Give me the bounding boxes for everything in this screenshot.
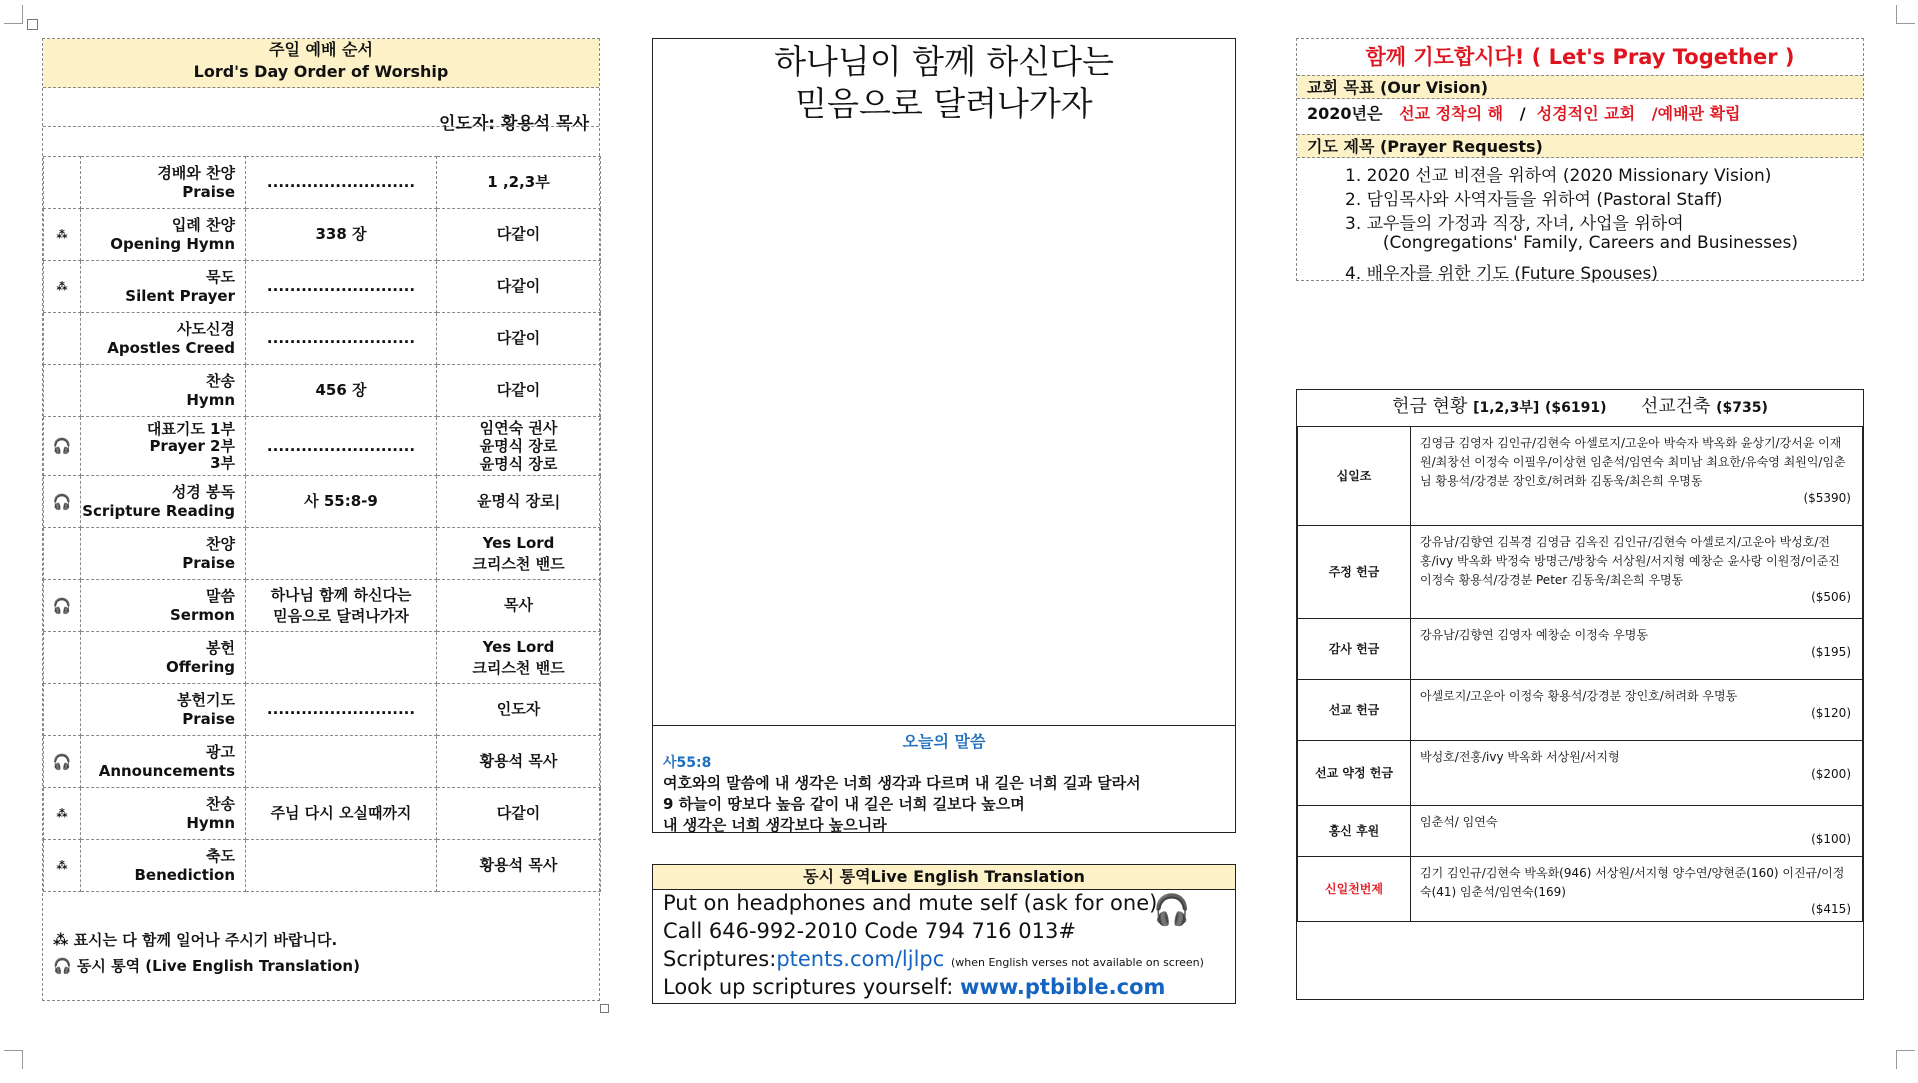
order-item-en: Hymn (186, 813, 235, 832)
offering-table (1297, 426, 1863, 922)
order-person-text: 임연숙 권사 (479, 419, 558, 437)
offering-category: 신일천번제 (1298, 857, 1411, 922)
translation-note (53, 955, 360, 976)
translation-note-label: 동시 통역 (Live English Translation) (76, 957, 360, 975)
verse-heading: 오늘의 말씀 (902, 732, 986, 751)
verse-line: 내 생각은 너희 생각보다 높으니라 (663, 816, 887, 834)
order-row (44, 313, 601, 365)
order-item (81, 632, 246, 684)
offering-detail (1411, 857, 1863, 922)
order-person (437, 157, 601, 209)
offering-detail (1411, 427, 1863, 526)
interpretation-panel (652, 864, 1236, 1004)
icon-cell (44, 528, 81, 580)
offering-names: 임춘석/ 임연숙 (1420, 815, 1498, 829)
page-corner-mark (4, 1050, 23, 1069)
sermon-panel (652, 38, 1236, 833)
vision-item: 선교 정착의 해 (1399, 104, 1504, 123)
offering-panel (1296, 389, 1864, 1000)
offering-amount: ($200) (1811, 767, 1851, 781)
offering-detail (1411, 526, 1863, 619)
table-move-handle[interactable] (27, 19, 38, 30)
icon-cell (44, 365, 81, 417)
offering-row (1298, 741, 1863, 806)
page-corner-mark (1896, 5, 1915, 24)
order-person-text: 다같이 (496, 225, 541, 243)
offering-total: ($6191) (1545, 400, 1607, 416)
verse-line: 여호와의 말씀에 내 생각은 너희 생각과 다르며 내 길은 너희 길과 달라서 (663, 774, 1141, 792)
interpretation-heading: 동시 통역Live English Translation (653, 865, 1235, 890)
order-row (44, 209, 601, 261)
order-person-text: 윤명식 장로 (479, 455, 558, 473)
order-item-ko: 입례 찬양 (171, 215, 235, 234)
order-detail-text: .......................... (266, 700, 416, 718)
order-item-ko: 대표기도 1부 (146, 419, 235, 438)
headphones-icon: 🎧 (44, 417, 81, 476)
offering-amount: ($5390) (1803, 491, 1851, 505)
offering-category: 선교 약정 헌금 (1298, 741, 1411, 806)
order-detail-text: 338 장 (315, 225, 367, 243)
offering-amount: ($506) (1811, 590, 1851, 604)
offering-names: 강유남/김향연 김복경 김영금 김옥진 김인규/김현숙 아셀로지/고운아 박성호/전홍/ivy 박옥화 박정숙 방명근/방창숙 서상원/서지형 예창순 윤사랑 이원정/이준진 이정숙 황용석/강경분 Peter 김동욱/최은희 우명동 (1420, 535, 1840, 587)
order-row (44, 580, 601, 632)
order-row (44, 684, 601, 736)
order-person-text: 황용석 목사 (479, 752, 558, 770)
offering-title: 헌금 현황 (1392, 396, 1468, 417)
order-item (81, 684, 246, 736)
order-item-en: Benediction (134, 865, 235, 884)
order-item-ko: 찬양 (206, 534, 235, 553)
order-person-text: 다같이 (496, 277, 541, 295)
order-person-text: Yes Lord (482, 637, 555, 656)
offering-names: 김영금 김영자 김인규/김현숙 아셀로지/고운아 박숙자 박옥화 윤상기/강서윤 이재원/최창선 이정숙 이필우/이상현 임춘석/임연숙 최미남 최요한/유숙영 최원익/임춘님 황용석/강경분 장인호/허려화 김동욱/최은희 우명동 (1420, 436, 1846, 488)
worship-order-header (43, 39, 599, 88)
interpretation-line1: Put on headphones and mute self (ask for one) (663, 891, 1158, 915)
order-person (437, 261, 601, 313)
offering-amount: ($415) (1811, 902, 1851, 916)
order-item (81, 528, 246, 580)
offering-amount: ($195) (1811, 645, 1851, 659)
order-person-text: 목사 (504, 596, 533, 614)
order-item (81, 580, 246, 632)
order-detail (246, 788, 437, 840)
scriptures-label: Scriptures: (663, 947, 777, 971)
order-row (44, 476, 601, 528)
order-row (44, 417, 601, 476)
order-item (81, 313, 246, 365)
order-detail (246, 580, 437, 632)
order-item (81, 261, 246, 313)
headphones-icon: 🎧 (53, 957, 77, 975)
stand-mark-icon: ⁂ (44, 840, 81, 892)
order-row (44, 528, 601, 580)
table-resize-handle[interactable] (600, 1004, 609, 1013)
offering-category: 주정 헌금 (1298, 526, 1411, 619)
order-item (81, 788, 246, 840)
order-item-en: Sermon (170, 605, 235, 624)
offering-category: 십일조 (1298, 427, 1411, 526)
sermon-title (653, 41, 1235, 125)
offering-category: 감사 헌금 (1298, 619, 1411, 680)
order-item-en: Silent Prayer (125, 286, 235, 305)
stand-mark-icon: ⁂ (44, 261, 81, 313)
order-item-ko: 말씀 (206, 586, 235, 605)
scriptures-link[interactable]: ptents.com/ljlpc (776, 947, 945, 971)
order-row (44, 365, 601, 417)
order-item-en: Scripture Reading (82, 501, 235, 520)
offering-detail (1411, 619, 1863, 680)
offering-detail (1411, 741, 1863, 806)
order-item-extra: 3부 (210, 453, 235, 472)
order-detail (246, 736, 437, 788)
standing-note: ⁂ 표시는 다 함께 일어나 주시기 바랍니다. (53, 931, 338, 949)
offering-detail (1411, 680, 1863, 741)
order-person (437, 684, 601, 736)
icon-cell (44, 632, 81, 684)
worship-order-table (43, 156, 601, 892)
prayer-request: 4. 배우자를 위한 기도 (Future Spouses) (1345, 264, 1658, 284)
ptbible-link[interactable]: www.ptbible.com (960, 975, 1166, 999)
order-detail-text: 456 장 (315, 381, 367, 399)
interpretation-line4 (663, 975, 1165, 999)
prayer-panel (1296, 38, 1864, 284)
divider (43, 126, 599, 127)
offering-detail (1411, 806, 1863, 857)
order-item-ko: 찬송 (206, 371, 235, 390)
page-corner-mark (4, 5, 23, 24)
order-detail (246, 528, 437, 580)
vision-year: 2020년은 (1307, 104, 1383, 123)
icon-cell (44, 157, 81, 209)
order-person (437, 840, 601, 892)
order-detail-text: 주님 다시 오실때까지 (270, 804, 412, 822)
order-detail (246, 313, 437, 365)
order-person-text: 다같이 (496, 381, 541, 399)
order-detail (246, 417, 437, 476)
offering-row (1298, 427, 1863, 526)
order-person (437, 365, 601, 417)
sermon-title-line1: 하나님이 함께 하신다는 (774, 42, 1114, 81)
building-total: ($735) (1716, 400, 1768, 416)
scriptures-note: (when English verses not available on screen) (950, 956, 1204, 969)
order-person (437, 528, 601, 580)
order-item (81, 209, 246, 261)
headphones-icon: 🎧 (44, 476, 81, 528)
order-row (44, 632, 601, 684)
worship-order-title-en: Lord's Day Order of Worship (193, 62, 449, 81)
order-item (81, 736, 246, 788)
order-item-ko: 사도신경 (177, 319, 235, 338)
verse-line: 9 하늘이 땅보다 높음 같이 내 길은 너희 길보다 높으며 (663, 795, 1025, 813)
interpretation-line2: Call 646-992-2010 Code 794 716 013# (663, 919, 1076, 943)
stand-mark-icon: ⁂ (44, 209, 81, 261)
order-item-ko: 찬송 (206, 794, 235, 813)
order-detail-text: .......................... (266, 436, 416, 455)
order-item-ko: 축도 (206, 846, 235, 865)
order-detail-text: .......................... (266, 173, 416, 191)
order-row (44, 261, 601, 313)
order-person (437, 736, 601, 788)
order-item-en: Apostles Creed (107, 338, 235, 357)
order-item (81, 840, 246, 892)
order-detail-text: .......................... (266, 329, 416, 347)
vision-label: 교회 목표 (Our Vision) (1297, 75, 1863, 99)
verse-reference: 사55:8 (663, 755, 712, 771)
order-person-text: 윤명식 장로 (479, 437, 558, 455)
order-person (437, 788, 601, 840)
order-item-en: Praise (182, 709, 235, 728)
vision-separator: / (1519, 104, 1526, 123)
order-person-text: 인도자 (496, 700, 541, 718)
order-item-en: Praise (182, 182, 235, 201)
offering-row (1298, 680, 1863, 741)
order-person (437, 313, 601, 365)
icon-cell (44, 684, 81, 736)
order-detail-text: 믿음으로 달려나가자 (273, 606, 409, 625)
vision-item: /예배관 확립 (1651, 104, 1741, 123)
order-person-text: 윤명식 장로| (476, 492, 561, 510)
order-detail (246, 209, 437, 261)
offering-names: 아셀로지/고운아 이정숙 황용석/강경분 장인호/허려화 우명동 (1420, 689, 1738, 703)
prayer-request: 3. 교우들의 가정과 직장, 자녀, 사업을 위하여 (1345, 214, 1684, 234)
order-item-en: Opening Hymn (110, 234, 235, 253)
offering-row (1298, 857, 1863, 922)
icon-cell (44, 313, 81, 365)
order-item (81, 417, 246, 476)
order-detail (246, 365, 437, 417)
order-detail-text: 사 55:8-9 (304, 492, 378, 510)
prayer-request: 1. 2020 선교 비젼을 위하여 (2020 Missionary Vision) (1345, 166, 1772, 186)
order-row (44, 157, 601, 209)
order-person (437, 580, 601, 632)
order-detail (246, 684, 437, 736)
order-detail (246, 476, 437, 528)
offering-category: 선교 헌금 (1298, 680, 1411, 741)
vision-line (1307, 101, 1741, 124)
order-person (437, 632, 601, 684)
order-detail (246, 157, 437, 209)
order-item-ko: 봉헌기도 (177, 690, 235, 709)
order-detail (246, 632, 437, 684)
vision-item: 성경적인 교회 (1536, 104, 1636, 123)
stand-mark-icon: ⁂ (44, 788, 81, 840)
order-person-text: 다같이 (496, 329, 541, 347)
headphones-icon: 🎧 (44, 736, 81, 788)
order-person-text: 다같이 (496, 804, 541, 822)
worship-order-panel (42, 38, 600, 1001)
order-item-ko: 경배와 찬양 (157, 163, 235, 182)
offering-names: 김기 김인규/김현숙 박옥화(946) 서상원/서지형 양수연/양현준(160) 이진규/이정숙(41) 임춘석/임연숙(169) (1420, 866, 1845, 899)
building-title: 선교건축 (1640, 396, 1711, 417)
order-detail-text: 하나님 함께 하신다는 (270, 585, 412, 604)
worship-leader: 인도자: 황용석 목사 (438, 114, 589, 134)
order-row (44, 788, 601, 840)
order-person (437, 417, 601, 476)
order-item (81, 365, 246, 417)
lookup-label: Look up scriptures yourself: (663, 975, 961, 999)
order-item (81, 157, 246, 209)
order-item-ko: 성경 봉독 (171, 482, 235, 501)
order-person-text: 황용석 목사 (479, 856, 558, 874)
order-person-text: Yes Lord (482, 533, 555, 552)
offering-row (1298, 526, 1863, 619)
requests-label: 기도 제목 (Prayer Requests) (1297, 134, 1863, 158)
order-item-en: Hymn (186, 390, 235, 409)
order-item-en: Prayer 2부 (149, 436, 235, 455)
order-item-ko: 봉헌 (206, 638, 235, 657)
order-item-ko: 묵도 (206, 267, 235, 286)
prayer-request: (Congregations' Family, Careers and Businesses) (1345, 233, 1798, 253)
order-row (44, 736, 601, 788)
divider (653, 725, 1235, 726)
offering-amount: ($120) (1811, 706, 1851, 720)
headphones-icon: 🎧 (1153, 893, 1191, 928)
offering-amount: ($100) (1811, 832, 1851, 846)
order-detail-text: .......................... (266, 277, 416, 295)
offering-heading (1297, 390, 1863, 424)
offering-names: 박성호/전홍/ivy 박옥화 서상원/서지형 (1420, 750, 1620, 764)
prayer-title: 함께 기도합시다! ( Let's Pray Together ) (1365, 45, 1795, 69)
page-corner-mark (1896, 1050, 1915, 1069)
order-item (81, 476, 246, 528)
order-person (437, 209, 601, 261)
offering-category: 홍신 후원 (1298, 806, 1411, 857)
order-person-text: 크리스천 밴드 (472, 554, 565, 573)
order-item-ko: 광고 (206, 742, 235, 761)
order-detail (246, 840, 437, 892)
offering-row (1298, 806, 1863, 857)
order-item-en: Praise (182, 553, 235, 572)
headphones-icon: 🎧 (44, 580, 81, 632)
offering-row (1298, 619, 1863, 680)
offering-names: 강유남/김향연 김영자 예창순 이정숙 우명동 (1420, 628, 1648, 642)
sermon-title-line2: 믿음으로 달려나가자 (795, 84, 1093, 123)
order-item-en: Announcements (98, 761, 235, 780)
order-detail (246, 261, 437, 313)
prayer-request: 2. 담임목사와 사역자들을 위하여 (Pastoral Staff) (1345, 190, 1723, 210)
offering-services: [1,2,3부] (1473, 400, 1540, 416)
worship-order-title-ko: 주일 예배 순서 (269, 40, 373, 59)
order-item-en: Offering (165, 657, 235, 676)
order-person (437, 476, 601, 528)
order-row (44, 840, 601, 892)
order-person-text: 1 ,2,3부 (487, 173, 550, 191)
order-person-text: 크리스천 밴드 (472, 658, 565, 677)
interpretation-line3 (663, 947, 1204, 971)
